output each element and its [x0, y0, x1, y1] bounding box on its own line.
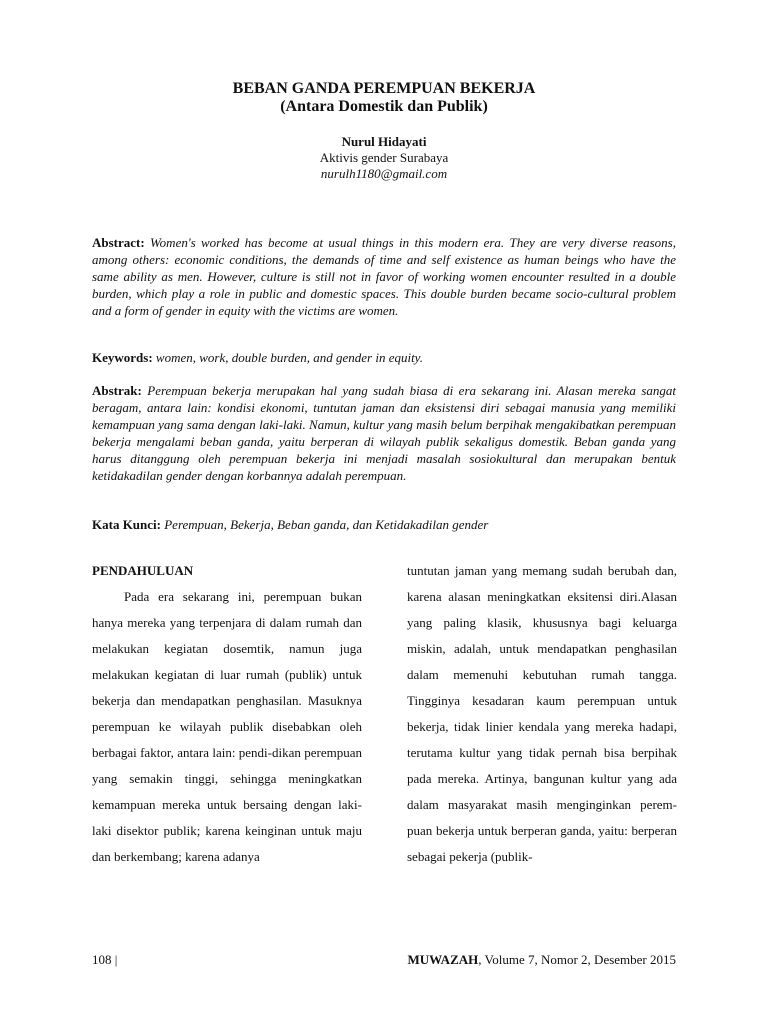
- keywords-english-text: women, work, double burden, and gender in equity.: [155, 350, 423, 365]
- journal-citation: [407, 952, 676, 968]
- paper-title: BEBAN GANDA PEREMPUAN BEKERJA: [232, 80, 536, 97]
- abstract-english-label: Abstract:: [92, 235, 145, 250]
- author-affiliation: Aktivis gender Surabaya: [319, 150, 449, 165]
- body-text-right: tuntutan jaman yang memang sudah berubah dan, karena alasan meningkatkan eksitensi diri.Alasan yang paling klasik, khususnya bagi keluarga miskin, adalah, untuk mendapatkan penghasilan dalam memenuhi kebutuhan rumah tangga. Tingginya kesadaran kaum perempuan untuk bekerja, tidak linier kendala yang mereka hadapi, terutama kultur yang tidak pernah bisa berpihak pada mereka. Artinya, bangunan kultur yang ada dalam masyarakat masih menginginkan perem-puan bekerja untuk berperan ganda, yaitu: berperan sebagai pekerja (publik-: [407, 563, 677, 864]
- keywords-indonesian-label: Kata Kunci:: [92, 517, 161, 532]
- abstract-indonesian-label: Abstrak:: [92, 383, 142, 398]
- author-name: Nurul Hidayati: [341, 134, 427, 149]
- abstract-english-text: Women's worked has become at usual things in this modern era. They are very diverse reasons, among others: economic conditions, the demands of time and self existence as human beings who have the same ability as men. However, culture is still not in favor of working women encounter resulted in a double burden, which play a role in public and domestic spaces. This double burden became socio-cultural problem and a form of gender in equity with the victims are women.: [92, 235, 676, 318]
- keywords-indonesian: [92, 516, 676, 533]
- keywords-indonesian-text: Perempuan, Bekerja, Beban ganda, dan Ketidakadilan gender: [164, 517, 489, 532]
- journal-issue: , Volume 7, Nomor 2, Desember 2015: [478, 952, 676, 967]
- body-text-left: Pada era sekarang ini, perempuan bukan hanya mereka yang terpenjara di dalam rumah dan melakukan kegiatan dosemtik, namun juga melakukan kegiatan di luar rumah (publik) untuk bekerja dan mendapatkan penghasilan. Masuknya perempuan ke wilayah publik disebabkan oleh berbagai faktor, antara lain: pendi-dikan perempuan yang semakin tinggi, sehingga meningkatkan kemampuan mereka untuk bersaing dengan laki-laki disektor publik; karena keinginan untuk maju dan berkembang; karena adanya: [92, 589, 362, 864]
- journal-name: MUWAZAH: [407, 952, 479, 967]
- body-column-right: [407, 558, 677, 870]
- abstract-indonesian-text: Perempuan bekerja merupakan hal yang sudah biasa di era sekarang ini. Alasan mereka sangat beragam, antara lain: kondisi ekonomi, tuntutan jaman dan eksistensi diri sebagai manusia yang memiliki kemampuan yang sama dengan laki-laki. Namun, kultur yang masih belum berpihak mengakibatkan perempuan bekerja mengalami beban ganda, yaitu berperan di wilayah publik sekaligus domestik. Beban ganda yang harus ditanggung oleh perempuan bekerja ini menjadi masalah sosiokultural dan merupakan bentuk ketidakadilan gender dengan korbannya adalah perempuan.: [92, 383, 677, 483]
- author-email[interactable]: nurulh1180@gmail.com: [320, 166, 448, 181]
- paper-subtitle: (Antara Domestik dan Publik): [280, 98, 488, 115]
- body-column-left: [92, 558, 362, 870]
- section-heading: PENDAHULUAN: [92, 563, 194, 578]
- page-number: 108 |: [92, 952, 118, 967]
- keywords-english: [92, 349, 676, 366]
- keywords-english-label: Keywords:: [92, 350, 153, 365]
- abstract-indonesian: [92, 382, 676, 484]
- abstract-english: [92, 234, 676, 319]
